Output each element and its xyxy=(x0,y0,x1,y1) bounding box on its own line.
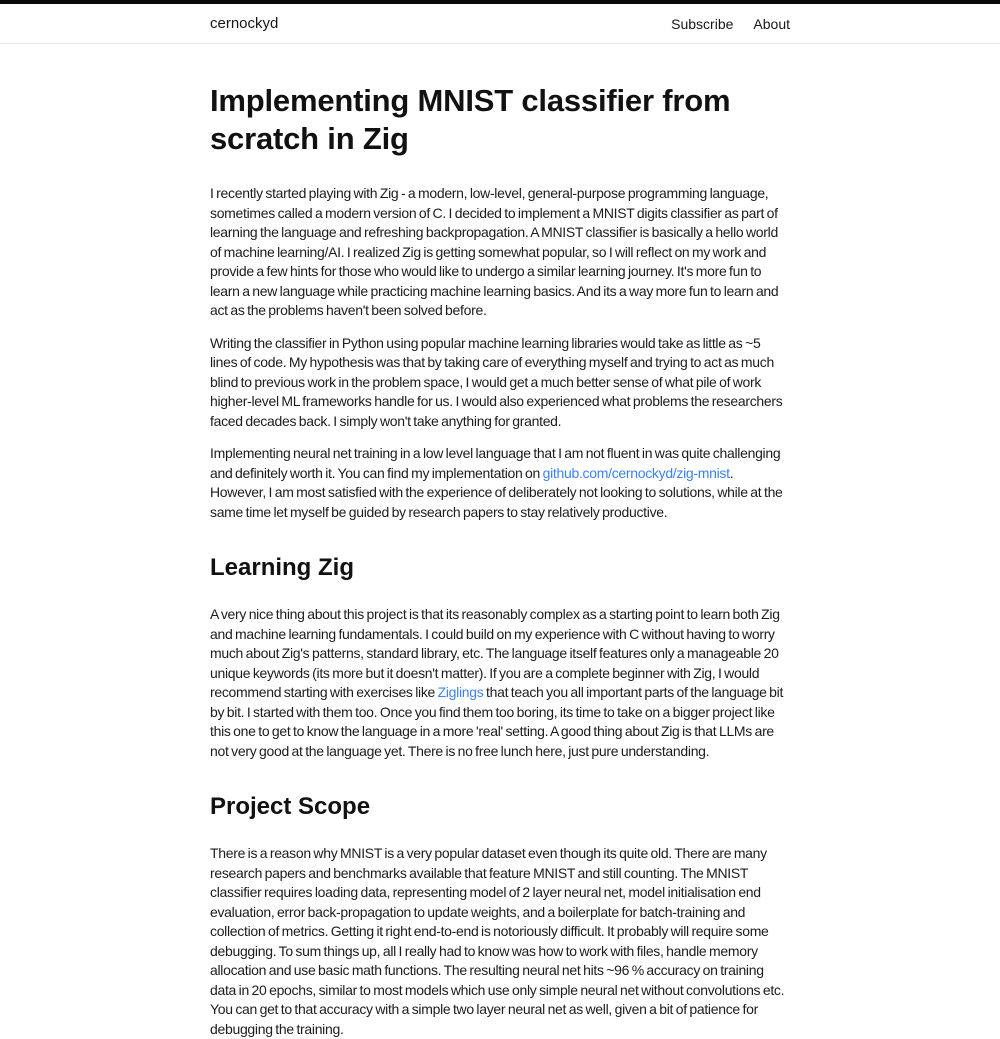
article-body xyxy=(210,184,790,1039)
nav-about-link[interactable]: About xyxy=(753,15,790,32)
section-heading: Project Scope xyxy=(210,793,371,820)
article xyxy=(210,44,790,1039)
inline-link[interactable]: github.com/cernockyd/zig-mnist xyxy=(542,464,730,481)
section-heading: Learning Zig xyxy=(210,554,354,581)
header-nav xyxy=(671,16,790,32)
paragraph: Implementing neural net training in a low level language that I am not fluent in was quite challenging and definitely worth it. You can find my implementation on github.com/cernockyd/zig-mnist. However, I am most satisfied with the experience of deliberately not looking to solutions, while at the same time let myself be guided by research papers to stay relatively productive. xyxy=(210,445,783,520)
paragraph: I recently started playing with Zig - a modern, low-level, general-purpose programming language, sometimes called a modern version of C. I decided to implement a MNIST digits classifier as part of learning the language and refreshing backpropagation. A MNIST classifier is basically a hello world of machine learning/AI. I realized Zig is getting somewhat popular, so I will reflect on my work and provide a few hints for those who would like to undergo a similar learning journey. It's more fun to learn a new language while practicing machine learning basics. And its a way more fun to learn and act as the problems haven't been solved before. xyxy=(210,185,779,318)
nav-subscribe-link[interactable]: Subscribe xyxy=(671,15,734,32)
paragraph: A very nice thing about this project is that its reasonably complex as a starting point to learn both Zig and machine learning fundamentals. I could build on my experience with C without having to worry much about Zig's patterns, standard library, etc. The language itself features only a manageable 20 unique keywords (its more but it doesn't matter). If you are a complete beginner with Zig, I would recommend starting with exercises like Ziglings that teach you all important parts of the language bit by bit. I started with them too. Once you find them too boring, its time to take on a bigger project like this one to get to know the language in a more 'real' setting. A good thing about Zig is that LLMs are not very good at the language yet. There is no free lunch here, just pure understanding. xyxy=(210,606,784,759)
inline-link[interactable]: Ziglings xyxy=(437,684,484,700)
page-title: Implementing MNIST classifier from scratch in Zig xyxy=(210,83,731,156)
site-logo[interactable]: cernockyd xyxy=(210,15,279,32)
site-header xyxy=(0,4,1000,44)
paragraph: There is a reason why MNIST is a very popular dataset even though its quite old. There are many research papers and benchmarks available that feature MNIST and still counting. The MNIST classifier requires loading data, representing model of 2 layer neural net, model initialisation end evaluation, error back-propagation to update weights, and a boilerplate for batch-training and collection of metrics. Getting it right end-to-end is notoriously difficult. It probably will require some debugging. To sum things up, all I really had to know was how to work with files, handle memory allocation and use basic math functions. The resulting neural net hits ~96 % accuracy on training data in 20 epochs, similar to most models which use only simple neural net without convolutions etc. You can get to that accuracy with a simple two layer neural net as well, given a bit of patience for debugging the training. xyxy=(210,845,785,1037)
paragraph: Writing the classifier in Python using popular machine learning libraries would take as little as ~5 lines of code. My hypothesis was that by taking care of everything myself and trying to act as much blind to previous work in the problem space, I would get a much better sense of what pile of work higher-level ML frameworks handle for us. I would also experienced what problems the researchers faced decades back. I simply won't take anything for granted. xyxy=(210,334,783,429)
